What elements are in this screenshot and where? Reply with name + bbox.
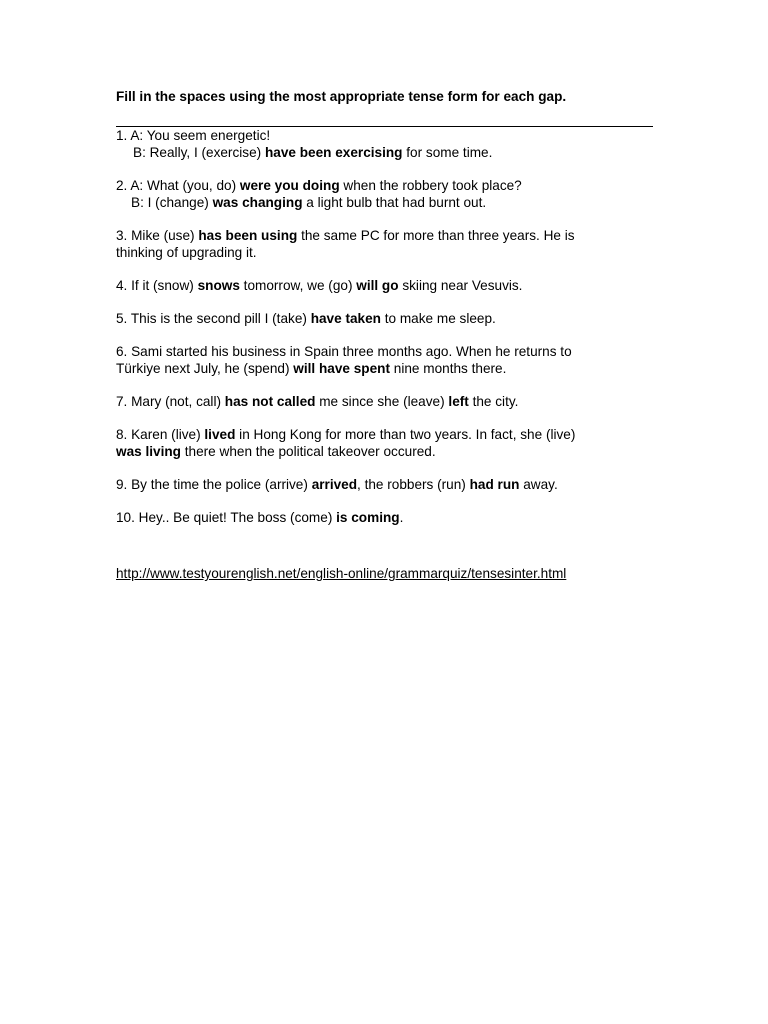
worksheet-instructions: Fill in the spaces using the most appropriate tense form for each gap. [116, 89, 567, 104]
exercise-item-9 [116, 476, 656, 493]
prompt-text: 7. Mary (not, call) [116, 394, 225, 409]
exercise-line [116, 310, 656, 327]
prompt-text: me since she (leave) [315, 394, 449, 409]
prompt-text: tomorrow, we (go) [239, 278, 357, 293]
exercise-line [116, 443, 656, 460]
prompt-text: 5. This is the second pill I (take) [116, 311, 311, 326]
prompt-text: there when the political takeover occured. [180, 444, 436, 459]
exercise-item-10 [116, 509, 656, 526]
exercise-line [116, 244, 656, 261]
exercise-item-1 [116, 127, 656, 161]
exercise-item-4 [116, 277, 656, 294]
answer-text: lived [204, 427, 236, 442]
answer-text: will go [356, 278, 399, 293]
exercise-line [116, 509, 656, 526]
prompt-text: in Hong Kong for more than two years. In fact, she (live) [235, 427, 576, 442]
prompt-text: Türkiye next July, he (spend) [116, 361, 294, 376]
prompt-text: to make me sleep. [380, 311, 496, 326]
exercise-line [116, 194, 656, 211]
exercise-line [116, 476, 656, 493]
prompt-text: for some time. [402, 145, 493, 160]
prompt-text: . [399, 510, 404, 525]
exercise-item-8 [116, 426, 656, 460]
answer-text: have taken [310, 311, 381, 326]
prompt-text: 9. By the time the police (arrive) [116, 477, 312, 492]
answer-text: was living [116, 444, 181, 459]
prompt-text: 3. Mike (use) [116, 228, 199, 243]
answer-text: left [448, 394, 469, 409]
worksheet-page [116, 88, 656, 582]
prompt-text: 10. Hey.. Be quiet! The boss (come) [116, 510, 337, 525]
prompt-text: 1. A: You seem energetic! [116, 128, 271, 143]
prompt-text: B: I (change) [131, 195, 213, 210]
answer-text: have been exercising [264, 145, 403, 160]
prompt-text: when the robbery took place? [339, 178, 522, 193]
answer-text: will have spent [293, 361, 390, 376]
exercise-item-7 [116, 393, 656, 410]
answer-text: was changing [212, 195, 303, 210]
exercise-line [116, 343, 656, 360]
exercise-line [116, 360, 656, 377]
exercise-line [116, 277, 656, 294]
exercise-line [116, 127, 656, 144]
answer-text: is coming [336, 510, 400, 525]
prompt-text: 8. Karen (live) [116, 427, 205, 442]
exercise-line [116, 144, 656, 161]
exercise-item-6 [116, 343, 656, 377]
prompt-text: 4. If it (snow) [116, 278, 198, 293]
prompt-text: 6. Sami started his business in Spain three months ago. When he returns to [116, 344, 572, 359]
exercise-line [116, 393, 656, 410]
answer-text: snows [197, 278, 240, 293]
exercise-line [116, 177, 656, 194]
source-link[interactable]: http://www.testyourenglish.net/english-online/grammarquiz/tensesinter.html [116, 566, 567, 581]
exercise-item-3 [116, 227, 656, 261]
prompt-text: the city. [468, 394, 519, 409]
answer-text: were you doing [239, 178, 340, 193]
exercise-list [116, 127, 656, 526]
exercise-line [116, 227, 656, 244]
answer-text: had run [469, 477, 520, 492]
prompt-text: 2. A: What (you, do) [116, 178, 240, 193]
exercise-item-2 [116, 177, 656, 211]
prompt-text: thinking of upgrading it. [116, 245, 257, 260]
answer-text: arrived [311, 477, 358, 492]
prompt-text: B: Really, I (exercise) [133, 145, 265, 160]
exercise-item-5 [116, 310, 656, 327]
prompt-text: a light bulb that had burnt out. [302, 195, 487, 210]
prompt-text: nine months there. [390, 361, 507, 376]
answer-text: has been using [198, 228, 298, 243]
prompt-text: away. [519, 477, 558, 492]
answer-text: has not called [224, 394, 316, 409]
exercise-line [116, 426, 656, 443]
prompt-text: skiing near Vesuvis. [398, 278, 523, 293]
prompt-text: , the robbers (run) [357, 477, 470, 492]
prompt-text: the same PC for more than three years. He is [297, 228, 575, 243]
